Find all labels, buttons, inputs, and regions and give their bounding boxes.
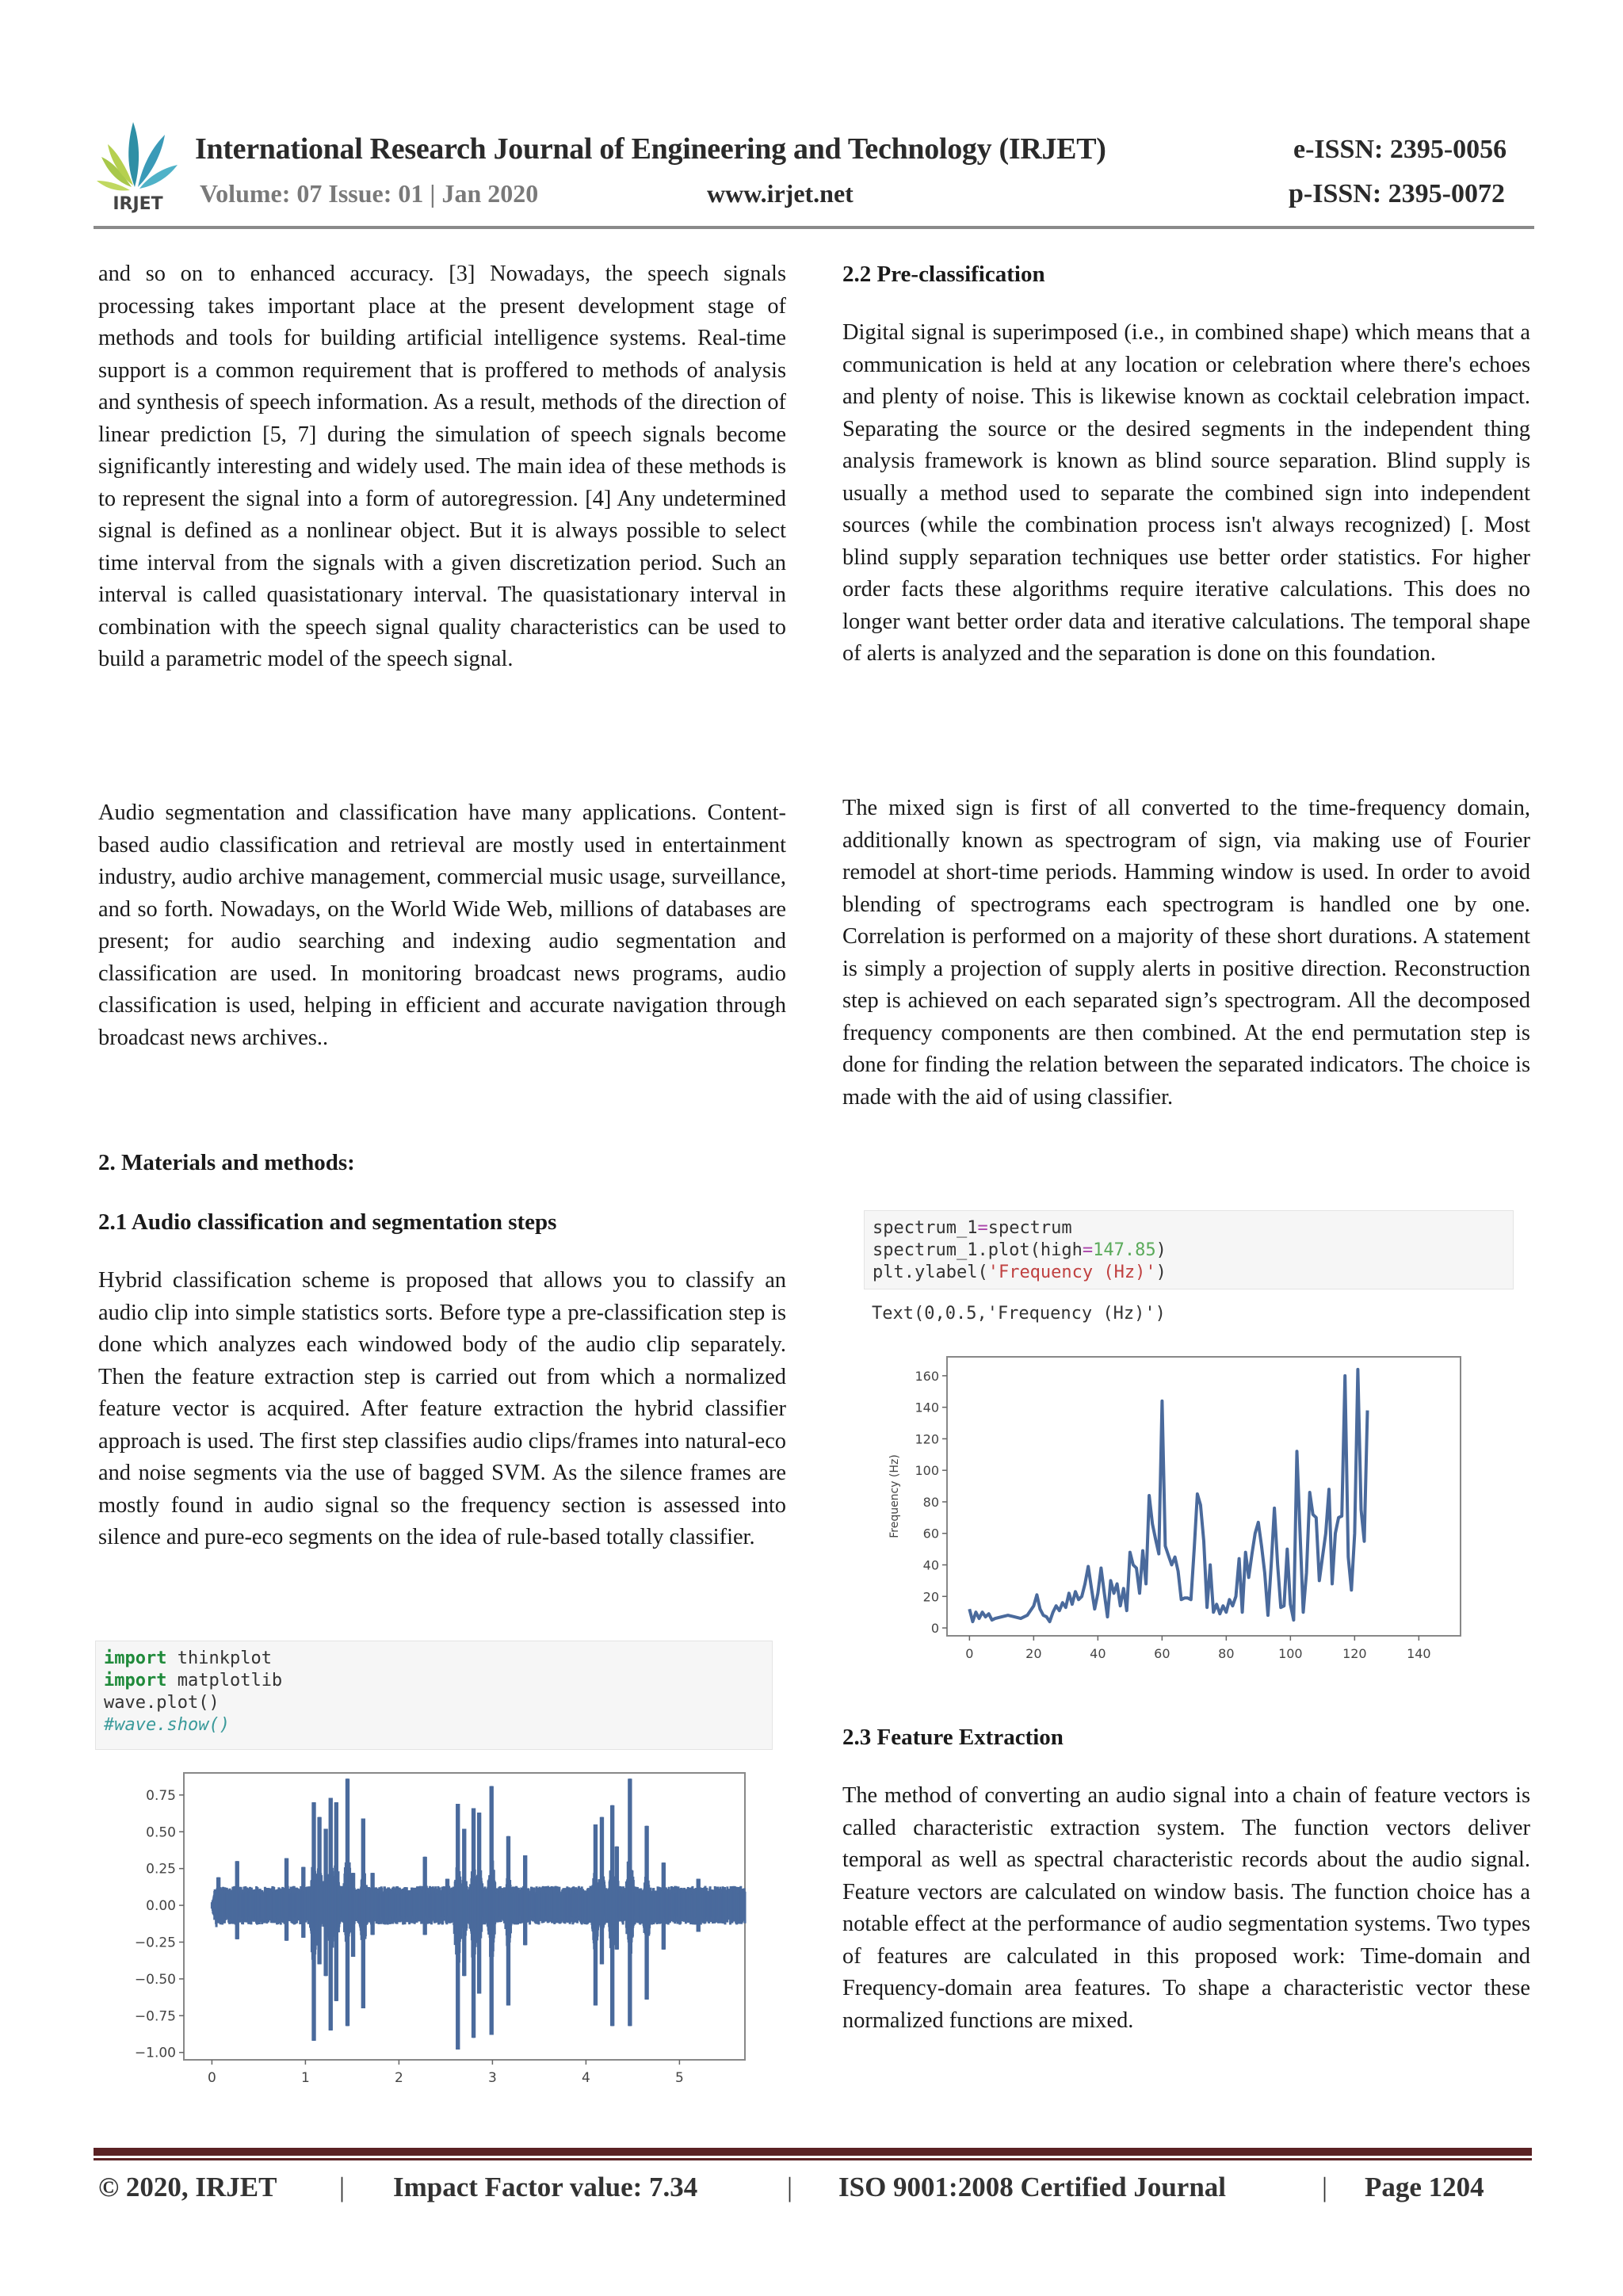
code-line: import thinkplot <box>104 1648 272 1668</box>
y-axis-label: Frequency (Hz) <box>888 1454 901 1538</box>
x-tick-label: 3 <box>487 2070 497 2086</box>
y-tick-label: 0.50 <box>146 1824 176 1841</box>
y-tick-label: 120 <box>915 1431 939 1447</box>
y-tick-label: 0.75 <box>146 1787 176 1804</box>
y-tick-label: −0.75 <box>134 2008 176 2025</box>
y-tick-label: 140 <box>915 1400 939 1415</box>
paragraph: Hybrid classification scheme is proposed that allows you to classify an audio clip into simple statistics sorts. Before type a pre-classification step is done which analyzes each windowed body of the audio clip separately. Then the feature extraction step is carried out from which a normalized feature vector is acquired. After feature extraction the hybrid classifier approach is used. The first step classifies audio clips/frames into natural-eco and noise segments via the use of bagged SVM. As the silence frames are mostly found in audio signal so the frequency section is assessed into silence and pure-eco segments on the idea of rule-based totally classifier. <box>98 1268 786 1549</box>
paragraph: The method of converting an audio signal into a chain of feature vectors is called characteristic extraction system. The function vectors deliver temporal as well as spectral characteristic records about the audio signal. Feature vectors are calculated on window basis. The function choice has a notable effect at the performance of audio segmentation systems. Two types of features are calculated in this proposed work: Time-domain and Frequency-domain area features. To shape a characteristic vector these normalized functions are mixed. <box>842 1783 1530 2033</box>
code-line: import matplotlib <box>104 1671 283 1690</box>
x-tick-label: 60 <box>1154 1646 1170 1661</box>
y-tick-label: 160 <box>915 1368 939 1384</box>
spectrum-chart <box>872 1339 1498 1664</box>
left-column-hybrid <box>98 1265 786 1554</box>
footer-bar <box>94 2148 1532 2156</box>
right-column-spectrogram <box>842 793 1530 1114</box>
waveform-series <box>212 1778 745 2050</box>
x-tick-label: 1 <box>300 2070 310 2086</box>
y-tick-label: 40 <box>922 1557 939 1573</box>
y-tick-label: −0.25 <box>134 1935 176 1951</box>
x-tick-label: 80 <box>1218 1646 1235 1661</box>
spectrum-line <box>969 1370 1367 1622</box>
x-tick-label: 140 <box>1407 1646 1431 1661</box>
x-tick-label: 0 <box>207 2070 216 2086</box>
right-column-features <box>842 1780 1530 2037</box>
section-heading-2: 2. Materials and methods: <box>98 1150 355 1175</box>
y-tick-label: 0 <box>930 1621 939 1637</box>
code-line: #wave.show() <box>104 1715 230 1735</box>
code-line: spectrum_1.plot(high=147.85) <box>873 1240 1167 1260</box>
paragraph: Digital signal is superimposed (i.e., in combined shape) which means that a communication is held at any location or celebration where there's echoes and plenty of noise. This is likewise known as cocktail celebration impact. Separating the source or the desired segments in the independent thing analysis framework is known as blind source separation. Blind supply is usually a method used to separate the combined sign into independent sources (while the combination process isn't always recognized) [. Most blind supply separation techniques use better order statistics. For higher order facts these algorithms require iterative calculations. This does no longer want better order data and iterative calculations. The temporal shape of alerts is analyzed and the separation is done on this foundation. <box>842 320 1530 666</box>
x-tick-label: 4 <box>581 2070 590 2086</box>
y-tick-label: 0.00 <box>146 1898 176 1915</box>
y-tick-label: 0.25 <box>146 1861 176 1878</box>
section-heading-2-3: 2.3 Feature Extraction <box>842 1725 1064 1750</box>
journal-title: International Research Journal of Engineering and Technology (IRJET) <box>195 132 1106 166</box>
plot-frame <box>947 1357 1461 1636</box>
svg-text:IRJET: IRJET <box>113 194 163 214</box>
irjet-logo-icon <box>94 116 182 214</box>
paragraph: Audio segmentation and classification have many applications. Content-based audio classification and retrieval are mostly used in entertainment industry, audio archive management, commercial music usage, surveillance, and so forth. Nowadays, on the World Wide Web, millions of databases are present; for audio searching and indexing audio segmentation and classification are used. In monitoring broadcast news programs, audio classification is used, helping in efficient and accurate navigation through broadcast news archives.. <box>98 800 786 1050</box>
code-line: spectrum_1=spectrum <box>873 1218 1072 1238</box>
volume-issue: Volume: 07 Issue: 01 | Jan 2020 <box>200 179 539 208</box>
header-divider <box>94 226 1534 229</box>
y-tick-label: 100 <box>915 1463 939 1479</box>
footer-bar-thin <box>94 2158 1532 2160</box>
left-column-intro <box>98 258 786 676</box>
left-column-applications <box>98 797 786 1054</box>
y-tick-label: −1.00 <box>134 2045 176 2061</box>
footer-separator: | <box>339 2172 346 2202</box>
footer-separator: | <box>787 2172 793 2202</box>
section-heading-2-1: 2.1 Audio classification and segmentation steps <box>98 1209 557 1235</box>
x-tick-label: 100 <box>1278 1646 1303 1661</box>
x-tick-label: 40 <box>1090 1646 1106 1661</box>
x-tick-label: 120 <box>1342 1646 1367 1661</box>
code-line: plt.ylabel('Frequency (Hz)') <box>873 1263 1167 1282</box>
journal-website-link[interactable]: www.irjet.net <box>707 179 854 208</box>
footer-page-number: Page 1204 <box>1365 2172 1484 2202</box>
footer-iso: ISO 9001:2008 Certified Journal <box>838 2172 1227 2202</box>
x-tick-label: 5 <box>674 2070 684 2086</box>
code-output: Text(0,0.5,'Frequency (Hz)') <box>872 1304 1166 1324</box>
footer-copyright: © 2020, IRJET <box>98 2172 277 2202</box>
p-issn: p-ISSN: 2395-0072 <box>1289 179 1505 208</box>
y-tick-label: 20 <box>922 1589 939 1605</box>
paragraph: and so on to enhanced accuracy. [3] Nowadays, the speech signals processing takes important place at the present development stage of methods and tools for building artificial intelligence systems. Real-time support is a common requirement that is proffered to methods of analysis and synthesis of speech information. As a result, methods of the direction of linear prediction [5, 7] during the simulation of speech signals become significantly interesting and widely used. The main idea of these methods is to represent the signal into a form of autoregression. [4] Any undetermined signal is defined as a nonlinear object. But it is always possible to select time interval from the signals with a given discretization period. Such an interval is called quasistationary interval. The quasistationary interval in combination with the speech signal quality characteristics can be used to build a parametric model of the speech signal. <box>98 262 786 671</box>
y-tick-label: 60 <box>922 1526 939 1541</box>
right-column-preclass <box>842 317 1530 670</box>
code-cell-waveform <box>95 1641 773 1750</box>
irjet-logo <box>94 116 182 214</box>
x-tick-label: 20 <box>1025 1646 1042 1661</box>
code-line: wave.plot() <box>104 1693 220 1713</box>
y-tick-label: −0.50 <box>134 1971 176 1988</box>
code-cell-spectrum <box>864 1210 1514 1289</box>
waveform-chart <box>95 1755 785 2112</box>
footer-impact-factor: Impact Factor value: 7.34 <box>393 2172 698 2202</box>
x-tick-label: 0 <box>965 1646 974 1661</box>
x-tick-label: 2 <box>394 2070 403 2086</box>
section-heading-2-2: 2.2 Pre-classification <box>842 262 1045 287</box>
y-tick-label: 80 <box>922 1494 939 1510</box>
e-issn: e-ISSN: 2395-0056 <box>1293 135 1507 164</box>
paragraph: The mixed sign is first of all converted to the time-frequency domain, additionally known as spectrogram of sign, via making use of Fourier remodel at short-time periods. Hamming window is used. In order to avoid blending of spectrograms each spectrogram is handled one by one. Correlation is performed on a majority of these short durations. A statement is simply a projection of supply alerts in positive direction. Reconstruction step is achieved on each separated sign’s spectrogram. All the decomposed frequency components are then combined. At the end permutation step is done for finding the relation between the separated indicators. The choice is made with the aid of using classifier. <box>842 796 1530 1110</box>
footer-separator: | <box>1322 2172 1328 2202</box>
